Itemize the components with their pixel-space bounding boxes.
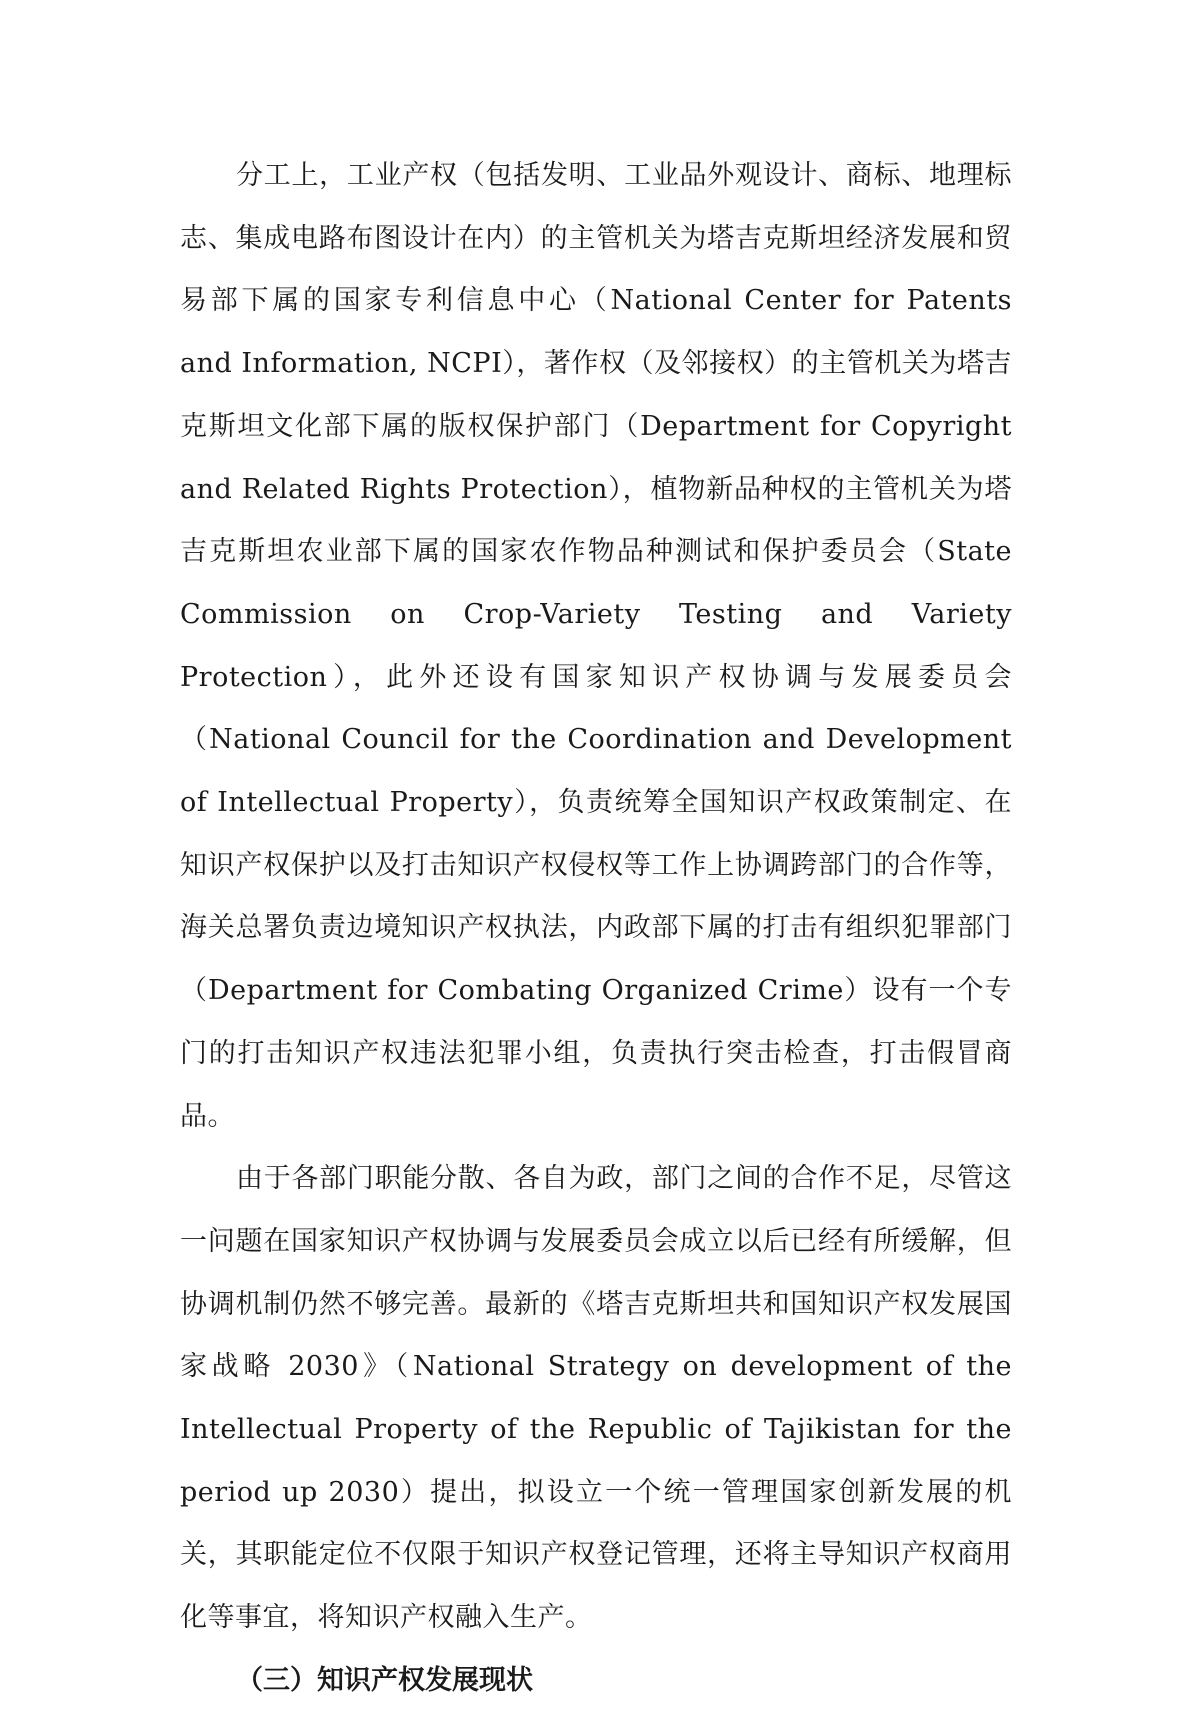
paragraph-administration: 分工上，工业产权（包括发明、工业品外观设计、商标、地理标志、集成电路布图设计在内）的主管机关为塔吉克斯坦经济发展和贸易部下属的国家专利信息中心（National Center for Patents and Information, NCPI），著作权（及邻接权）的主管机关为塔吉克斯坦文化部下属的版权保护部门（Department for Copyright and Related Rights Protection），植物新品种权的主管机关为塔吉克斯坦农业部下属的国家农作物品种测试和保护委员会（State Commission on Crop-Variety Testing and Variety Protection），此外还设有国家知识产权协调与发展委员会（National Council for the Coordination and Development of Intellectual Property），负责统筹全国知识产权政策制定、在知识产权保护以及打击知识产权侵权等工作上协调跨部门的合作等，海关总署负责边境知识产权执法，内政部下属的打击有组织犯罪部门（Department for Combating Organized Crime）设有一个专门的打击知识产权违法犯罪小组，负责执行突击检查，打击假冒商品。 <box>180 160 1012 1132</box>
section-heading: （三）知识产权发展现状 <box>236 1664 533 1696</box>
body-text <box>180 145 1012 1713</box>
paragraph-coordination: 由于各部门职能分散、各自为政，部门之间的合作不足，尽管这一问题在国家知识产权协调与发展委员会成立以后已经有所缓解，但协调机制仍然不够完善。最新的《塔吉克斯坦共和国知识产权发展国家战略 2030》（National Strategy on development of the Intellectual Property of the Republic of Tajikistan for the period up 2030）提出，拟设立一个统一管理国家创新发展的机关，其职能定位不仅限于知识产权登记管理，还将主导知识产权商用化等事宜，将知识产权融入生产。 <box>180 1163 1012 1634</box>
